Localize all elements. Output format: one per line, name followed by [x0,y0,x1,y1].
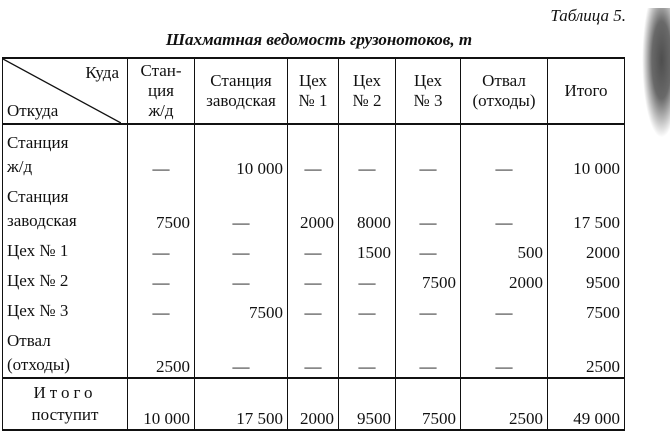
table-cell: 1500 [339,233,396,263]
table-row [3,293,625,323]
row-label: Станция заводская [3,179,128,233]
total-label-line1: Итого [33,383,97,402]
table-cell: — [461,179,548,233]
corner-from-label: Откуда [7,101,59,120]
table-cell: — [128,124,195,179]
table-cell: 7500 [128,179,195,233]
corner-to-label: Куда [85,63,119,82]
table-cell: — [288,263,339,293]
table-row [3,124,625,179]
column-header: Отвал (отходы) [461,58,548,124]
scan-artifact [642,8,670,138]
table-cell: 7500 [548,293,625,323]
table-row [3,179,625,233]
total-row [3,378,625,430]
total-label-line2: поступит [31,405,99,424]
table-cell: — [288,233,339,263]
table-cell: 2000 [461,263,548,293]
table-cell: — [128,293,195,323]
total-cell: 49 000 [548,378,625,430]
table-cell: — [461,124,548,179]
table-cell: — [128,263,195,293]
column-header: Цех № 3 [396,58,461,124]
table-cell: — [339,293,396,323]
row-label: Цех № 3 [3,293,128,323]
table-row [3,323,625,378]
total-cell: 10 000 [128,378,195,430]
table-cell: — [396,293,461,323]
table-cell: — [461,323,548,378]
table-row [3,263,625,293]
table-cell: — [195,179,288,233]
table-cell: 2500 [128,323,195,378]
table-row [3,233,625,263]
table-cell: — [339,323,396,378]
column-header: Стан- ция ж/д [128,58,195,124]
column-header: Цех № 2 [339,58,396,124]
corner-header-cell [3,58,128,124]
table-cell: — [396,323,461,378]
total-cell: 2000 [288,378,339,430]
table-cell: 2000 [548,233,625,263]
column-header: Итого [548,58,625,124]
table-number: Таблица 5. [550,6,626,25]
table-cell: — [288,124,339,179]
row-label: Цех № 1 [3,233,128,263]
table-cell: 17 500 [548,179,625,233]
table-cell: — [396,124,461,179]
table-cell: — [195,323,288,378]
cargo-flow-table [2,57,625,431]
table-cell: — [195,233,288,263]
table-cell: — [195,263,288,293]
table-cell: 10 000 [195,124,288,179]
total-cell: 7500 [396,378,461,430]
column-header: Станция заводская [195,58,288,124]
table-cell: — [128,233,195,263]
table-cell: 9500 [548,263,625,293]
table-cell: — [461,293,548,323]
total-row-label [3,378,128,430]
table-cell: — [339,263,396,293]
table-cell: — [396,233,461,263]
table-cell: — [339,124,396,179]
row-label: Станция ж/д [3,124,128,179]
total-cell: 2500 [461,378,548,430]
table-cell: 10 000 [548,124,625,179]
row-label: Отвал (отходы) [3,323,128,378]
column-header: Цех № 1 [288,58,339,124]
table-cell: 7500 [396,263,461,293]
table-cell: 2000 [288,179,339,233]
table-cell: 7500 [195,293,288,323]
table-cell: — [288,323,339,378]
total-cell: 9500 [339,378,396,430]
table-cell: — [396,179,461,233]
total-cell: 17 500 [195,378,288,430]
table-cell: 500 [461,233,548,263]
table-title: Шахматная ведомость грузонотоков, т [165,30,473,49]
table-cell: 2500 [548,323,625,378]
row-label: Цех № 2 [3,263,128,293]
table-cell: — [288,293,339,323]
table-cell: 8000 [339,179,396,233]
